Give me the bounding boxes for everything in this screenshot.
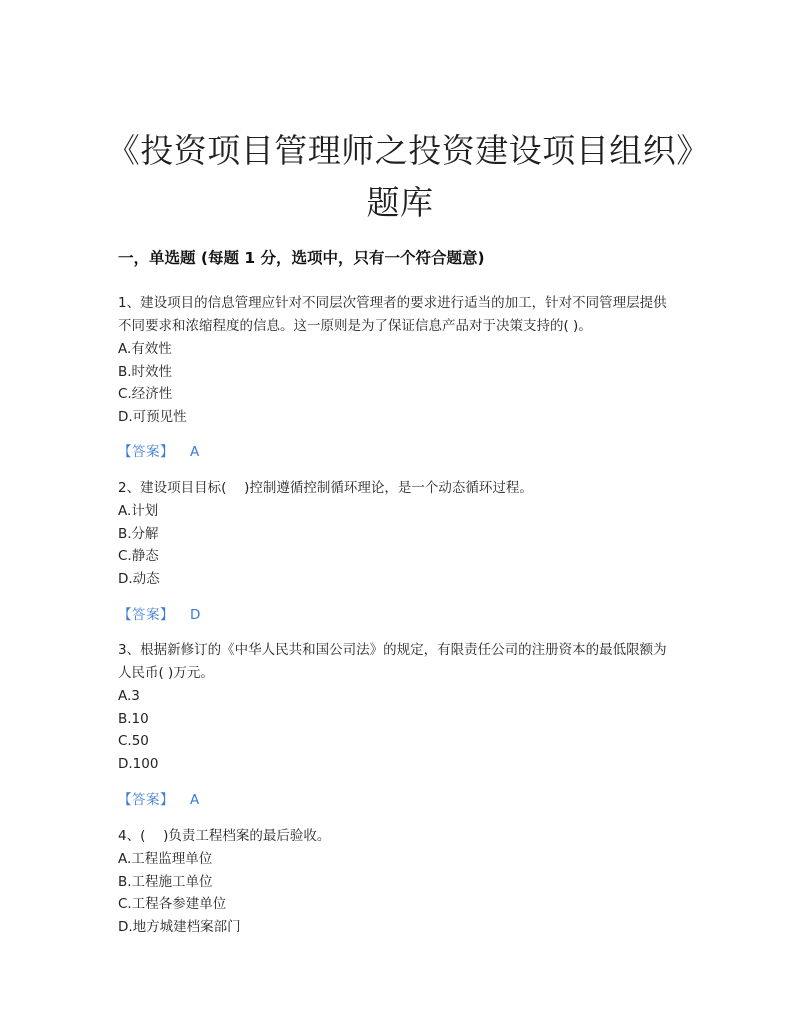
answer-1 — [118, 441, 199, 463]
option-d: D.100 — [118, 755, 159, 772]
option-b: B.时效性 — [118, 363, 173, 380]
question-2 — [118, 477, 678, 590]
option-b: B.10 — [118, 710, 149, 727]
answer-label: 【答案】 — [118, 607, 174, 623]
question-stem: 2、建设项目目标( )控制遵循控制循环理论，是一个动态循环过程。 — [118, 480, 533, 496]
option-c: C.工程各参建单位 — [118, 896, 227, 912]
option-a: A.有效性 — [118, 341, 172, 357]
question-1 — [118, 292, 678, 428]
question-4 — [118, 825, 678, 938]
answer-label: 【答案】 — [118, 792, 174, 808]
option-b: B.工程施工单位 — [118, 873, 213, 890]
option-c: C.50 — [118, 733, 149, 749]
question-stem: 3、根据新修订的《中华人民共和国公司法》的规定，有限责任公司的注册资本的最低限额为人民币( )万元。 — [118, 642, 667, 681]
section-heading: 一，单选题 (每题 1 分，选项中，只有一个符合题意) — [118, 249, 485, 267]
option-c: C.经济性 — [118, 386, 173, 402]
option-a: A.工程监理单位 — [118, 851, 213, 867]
answer-2 — [118, 604, 200, 626]
option-a: A.3 — [118, 688, 140, 704]
answer-value: A — [190, 792, 200, 808]
answer-value: A — [190, 444, 200, 460]
option-d: D.动态 — [118, 570, 160, 587]
option-c: C.静态 — [118, 548, 159, 564]
option-a: A.计划 — [118, 503, 159, 519]
question-3 — [118, 639, 678, 775]
answer-3 — [118, 789, 199, 811]
option-b: B.分解 — [118, 525, 159, 542]
option-d: D.地方城建档案部门 — [118, 918, 241, 935]
question-stem: 1、建设项目的信息管理应针对不同层次管理者的要求进行适当的加工，针对不同管理层提供不同要求和浓缩程度的信息。这一原则是为了保证信息产品对于决策支持的( )。 — [118, 295, 667, 334]
answer-label: 【答案】 — [118, 444, 174, 460]
option-d: D.可预见性 — [118, 408, 187, 425]
document-title: 《投资项目管理师之投资建设项目组织》题库 — [106, 131, 694, 223]
question-stem: 4、( )负责工程档案的最后验收。 — [118, 828, 331, 844]
answer-value: D — [190, 607, 201, 623]
